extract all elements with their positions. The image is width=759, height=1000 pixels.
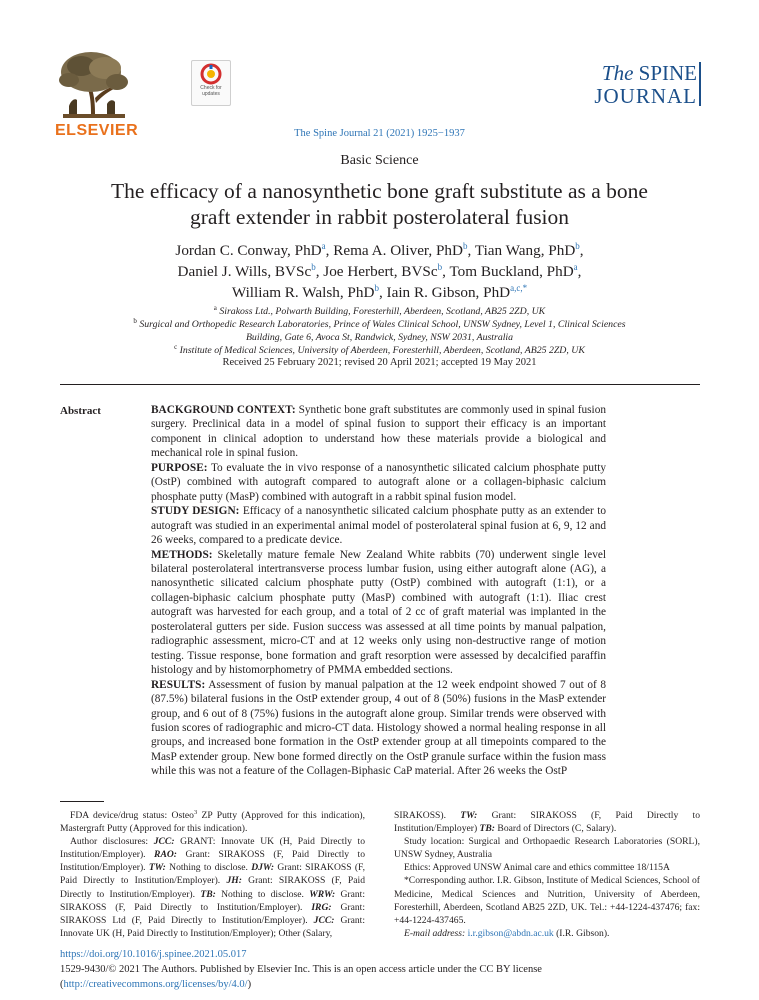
- check-updates-label: Check for updates: [200, 85, 222, 97]
- footnotes-right: [394, 809, 700, 940]
- copyright: 1529-9430/© 2021 The Authors. Published by Elsevier Inc. This is an open access article under the CC BY license: [60, 964, 542, 975]
- journal-logo-bar: [699, 62, 701, 106]
- email-line: E-mail address: i.r.gibson@abdn.ac.uk (I.R. Gibson).: [404, 927, 610, 939]
- study-location: Study location: Surgical and Orthopaedic Research Laboratories (SORL), UNSW Sydney, Australia: [394, 836, 700, 861]
- header-divider: [60, 384, 700, 385]
- disclosures-continued: SIRAKOSS). TW: Grant: SIRAKOSS (F, Paid Directly to Institution/Employer) TB: Board of Directors (C, Salary).: [394, 810, 700, 835]
- affiliation-c: $^c$ Institute of Medical Sciences, University of Aberdeen, Foresterhill, Aberdeen, Scotland, AB25 2ZD, UK: [174, 343, 585, 356]
- abstract-background: BACKGROUND CONTEXT: Synthetic bone graft substitutes are commonly used in spinal fusion surgery. Preclinical data in a model of spinal fusion to support their efficacy is an important component in clinical adoption to understand how these materials provide a biological and mechanical role in spinal fusion.: [151, 404, 606, 460]
- author-3: Tian Wang, PhD: [474, 242, 576, 259]
- author-3-aff[interactable]: b: [575, 241, 580, 251]
- affiliation-b: $^b$ Surgical and Orthopedic Research Laboratories, Prince of Wales Clinical School, UNSW Sydney, Level 1, Clinical Sciences: [133, 317, 626, 330]
- author-6-aff[interactable]: a: [573, 262, 578, 272]
- publisher-name: ELSEVIER: [55, 122, 139, 139]
- check-for-updates-badge[interactable]: [191, 60, 231, 106]
- license-link[interactable]: http://creativecommons.org/licenses/by/4.0/: [63, 979, 248, 990]
- email-link[interactable]: i.r.gibson@abdn.ac.uk: [467, 927, 554, 939]
- author-7-aff[interactable]: b: [374, 283, 379, 293]
- doi-link[interactable]: https://doi.org/10.1016/j.spinee.2021.05.017: [60, 949, 247, 960]
- affiliation-a: $^a$ Sirakoss Ltd., Polwarth Building, Foresterhill, Aberdeen, Scotland, AB25 2ZD, UK: [213, 304, 546, 317]
- fda-status: FDA device/drug status: Osteo$^3$ ZP Putty (Approved for this indication), Mastergraft Putty (Approved for this indication).: [60, 809, 366, 835]
- author-1: Jordan C. Conway, PhD: [175, 242, 322, 259]
- journal-the: The: [601, 61, 634, 85]
- received-dates: Received 25 February 2021; revised 20 April 2021; accepted 19 May 2021: [222, 357, 537, 368]
- author-6: Tom Buckland, PhD: [449, 263, 574, 280]
- author-4-aff[interactable]: b: [311, 262, 316, 272]
- elsevier-logo: [55, 48, 139, 139]
- bottom-info: https://doi.org/10.1016/j.spinee.2021.05.017 1529-9430/© 2021 The Authors. Published by Elsevier Inc. This is an open access article under the CC BY license (http://creativecommons.org/licenses/by/4.0/): [60, 947, 700, 992]
- check-updates-icon: [192, 61, 230, 85]
- affiliations: [85, 305, 674, 357]
- abstract-label: Abstract: [60, 405, 101, 417]
- author-2: Rema A. Oliver, PhD: [333, 242, 463, 259]
- author-7: William R. Walsh, PhD: [231, 284, 375, 301]
- author-4: Daniel J. Wills, BVSc: [177, 263, 312, 280]
- footnote-divider: [60, 801, 104, 802]
- affiliation-b-cont: Building, Gate 6, Avoca St, Randwick, Sydney, NSW 2031, Australia: [245, 332, 514, 343]
- author-5-aff[interactable]: b: [437, 262, 443, 272]
- journal-citation[interactable]: The Spine Journal 21 (2021) 1925−1937: [294, 128, 465, 139]
- journal-journal: JOURNAL: [594, 84, 697, 108]
- journal-spine: SPINE: [638, 61, 697, 85]
- abstract-body: [151, 403, 606, 779]
- elsevier-tree-icon: [55, 48, 133, 122]
- author-disclosures: Author disclosures: JCC: GRANT: Innovate UK (H, Paid Directly to Institution/Employer). RAO: Grant: SIRAKOSS (F, Paid Directly to Institution/Employer). TW: Nothing to disclose. DJW: Grant: SIRAKOSS (F, Paid Directly to Institution/Employer). JH: Grant: SIRAKOSS (F, Paid Directly to Institution/Employer). TB: Nothing to disclose. WRW: Grant: SIRAKOSS (F, Paid Directly to Institution/Employer). IRG: Grant: SIRAKOSS Ltd (F, Paid Directly to Institution/Employer). JCC: Grant: Innovate UK (H, Paid Directly to Institution/Employer); Other (Salary,: [60, 836, 366, 939]
- journal-logo: [594, 62, 697, 108]
- abstract-methods: METHODS: Skeletally mature female New Zealand White rabbits (70) underwent single level bilateral posterolateral intertransverse process lumbar fusion, using either autograft alone (AG), a nanosynthetic silicated calcium phosphate putty (OstP) combined with autograft (1:1), or a collagen-biphasic calcium phosphate putty (MasP) combined with autograft (1:1). Iliac crest autograft was harvested for each group, and a total of 2 cc of graft material was implanted in the posterolateral gutters per side. Fusion success was assessed at all time points by manual palpation, radiographic assessment, micro-CT and at 12 weeks only using non-destructive range of motion testing. Tissue response, bone formation and graft resorption were assessed by decalcified paraffin histology and by histomorphometry of PMMA embedded sections.: [151, 548, 606, 677]
- ethics-statement: Ethics: Approved UNSW Animal care and ethics committee 18/115A: [404, 862, 670, 874]
- abstract-purpose: PURPOSE: To evaluate the in vivo response of a nanosynthetic silicated calcium phosphate putty (OstP) combined with autograft compared to autograft alone or a collagen-biphasic calcium phosphate putty (MasP) combined with autograft in a rabbit spinal fusion model.: [151, 461, 606, 503]
- section-label: Basic Science: [340, 153, 419, 168]
- abstract-results: RESULTS: Assessment of fusion by manual palpation at the 12 week endpoint showed 7 out of 8 (87.5%) bilateral fusions in the OstP extender group, 4 out of 8 (50%) fusions in the MasP extender group, and 6 out of 8 (75%) fusions in the autograft alone group. Similar trends were observed with fusion scores of radiographic and micro-CT data. Histology showed a normal healing response in all groups, and increased bone formation in the OstP extender group at all timepoints compared to the MasP extender group. New bone formed directly on the OstP granule surface within the fusion mass while this was not a feature of the Collagen-Biphasic CaP material. After 26 weeks the OstP: [151, 678, 606, 778]
- corresponding-author: *Corresponding author. I.R. Gibson, Institute of Medical Sciences, School of Medicine, Medical Sciences and Nutrition, University of Aberdeen, Foresterhill, Aberdeen, Scotland AB25 2ZD, UK. Tel.: +44-1224-437476; fax: +44-1224-437465.: [394, 875, 700, 926]
- footnotes-left: [60, 809, 365, 940]
- author-8: Iain R. Gibson, PhD: [386, 284, 511, 301]
- author-2-aff[interactable]: b: [463, 241, 468, 251]
- author-5: Joe Herbert, BVSc: [323, 263, 438, 280]
- author-8-aff[interactable]: a,c,*: [510, 283, 528, 293]
- author-list: Jordan C. Conway, PhD$^a$, Rema A. Oliver, PhD$^b$, Tian Wang, PhD$^b$, Daniel J. Wills, BVSc$^b$, Joe Herbert, BVSc$^b$, Tom Buckland, PhD$^a$, William R. Walsh, PhD$^b$, Iain R. Gibson, PhD$^{a,c,*}$: [175, 241, 584, 301]
- author-1-aff[interactable]: a: [321, 241, 326, 251]
- abstract-study-design: STUDY DESIGN: Efficacy of a nanosynthetic silicated calcium phosphate putty as an extender to autograft was studied in an experimental animal model of posterolateral spinal fusion at 6, 9, 12 and 26 weeks, compared to a predicate device.: [151, 505, 606, 547]
- article-title: The efficacy of a nanosynthetic bone graft substitute as a bone graft extender in rabbit posterolateral fusion: [111, 179, 648, 229]
